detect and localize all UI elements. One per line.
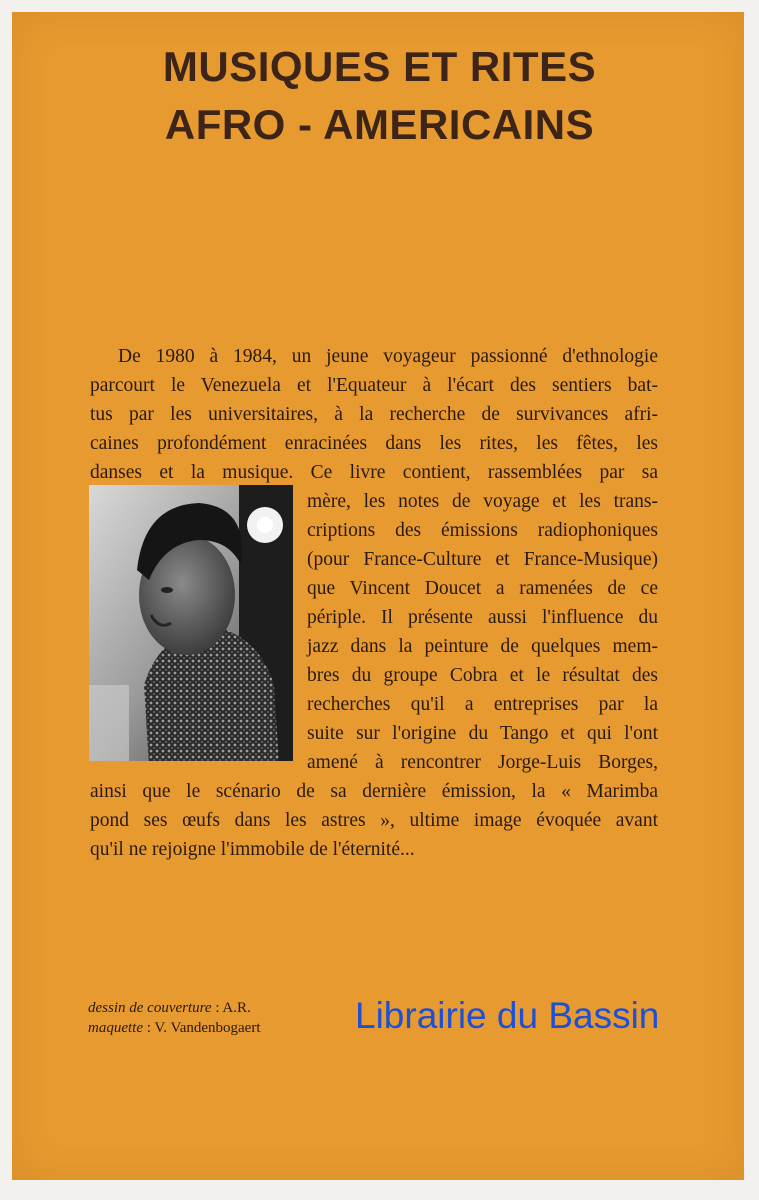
author-portrait-photo [89, 485, 293, 761]
blurb-bottom [90, 777, 658, 864]
portrait-image [89, 485, 293, 761]
blurb-line: amené à rencontrer Jorge-Luis Borges, [307, 752, 658, 773]
blurb-line: tus par les universitaires, à la recherche de survivances afri- [90, 404, 658, 425]
blurb-line: (pour France-Culture et France-Musique) [307, 549, 658, 570]
seller-watermark: Librairie du Bassin [355, 995, 660, 1036]
blurb-line: qu'il ne rejoigne l'immobile de l'éternité... [90, 839, 415, 860]
cover-design-credit: dessin de couverture : A.R. [88, 1000, 251, 1016]
blurb-line: que Vincent Doucet a ramenées de ce [307, 578, 658, 599]
blurb-top [90, 342, 658, 487]
blurb-line: danses et la musique. Ce livre contient, rassemblées par sa [90, 462, 658, 483]
layout-credit: maquette : V. Vandenbogaert [88, 1020, 261, 1036]
blurb-line: périple. Il présente aussi l'influence du [307, 607, 658, 628]
blurb-line: caines profondément enracinées dans les rites, les fêtes, les [90, 433, 658, 454]
credit-label: maquette [88, 1020, 143, 1036]
blurb-line: De 1980 à 1984, un jeune voyageur passionné d'ethnologie [118, 346, 658, 367]
blurb-line: recherches qu'il a entreprises par la [307, 694, 658, 715]
blurb-line: jazz dans la peinture de quelques mem- [307, 636, 658, 657]
blurb-line: suite sur l'origine du Tango et qui l'ont [307, 723, 658, 744]
credit-value: V. Vandenbogaert [154, 1020, 261, 1036]
cover-credits [88, 998, 260, 1038]
blurb-line: bres du groupe Cobra et le résultat des [307, 665, 658, 686]
blurb-line: parcourt le Venezuela et l'Equateur à l'écart des sentiers bat- [90, 375, 658, 396]
credit-label: dessin de couverture [88, 1000, 212, 1016]
blurb-beside-photo [307, 487, 658, 777]
blurb-line: criptions des émissions radiophoniques [307, 520, 658, 541]
credit-value: A.R. [222, 1000, 251, 1016]
blurb-line: ainsi que le scénario de sa dernière émission, la « Marimba [90, 781, 658, 802]
blurb-line: mère, les notes de voyage et les trans- [307, 491, 658, 512]
blurb-line: pond ses œufs dans les astres », ultime image évoquée avant [90, 810, 658, 831]
book-title-line-2: AFRO - AMERICAINS [164, 101, 595, 148]
book-title-line-1: MUSIQUES ET RITES [162, 43, 597, 90]
